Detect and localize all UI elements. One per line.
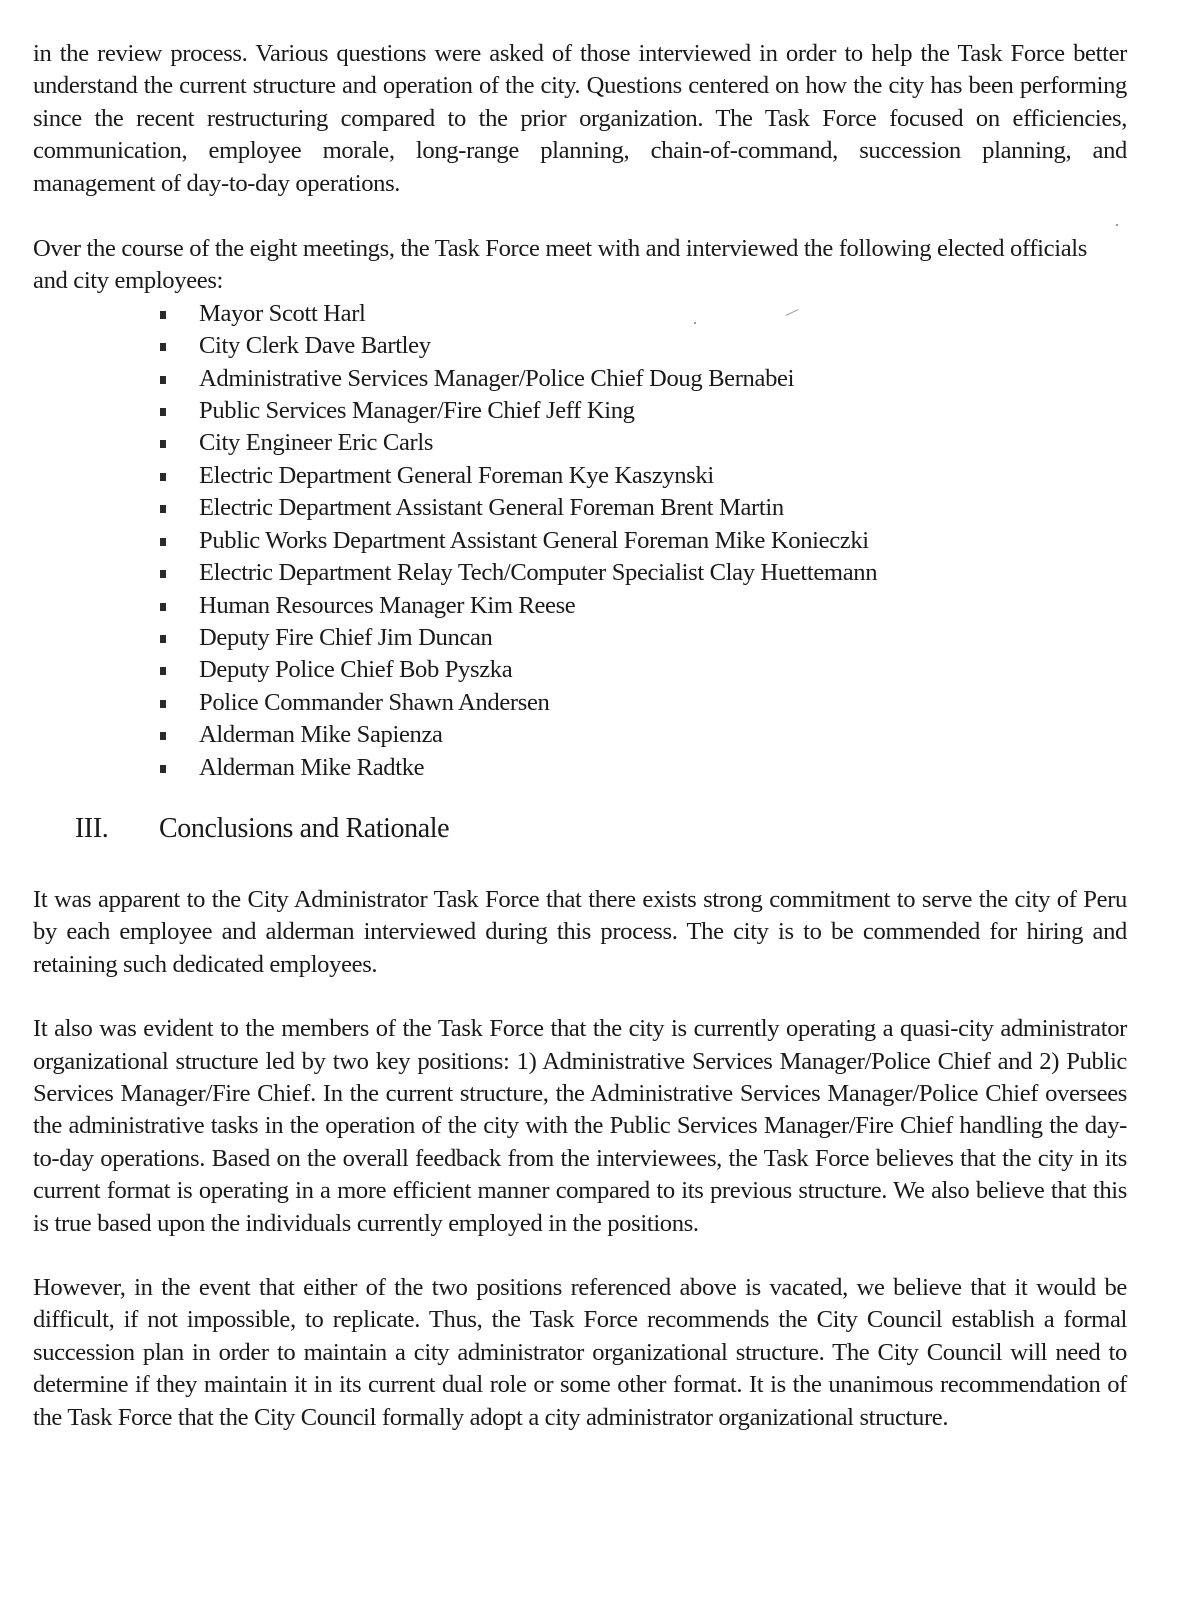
list-item: Deputy Police Chief Bob Pyszka bbox=[157, 654, 1127, 686]
square-bullet-icon bbox=[160, 376, 166, 384]
list-item: Alderman Mike Radtke bbox=[157, 752, 1127, 784]
interview-intro-paragraph: Over the course of the eight meetings, the Task Force meet with and interviewed the following elected officials and city employees: bbox=[33, 235, 1087, 295]
square-bullet-icon bbox=[160, 732, 166, 740]
section-number: III. bbox=[75, 812, 109, 844]
list-item: Public Services Manager/Fire Chief Jeff King bbox=[157, 395, 1127, 427]
section-heading bbox=[33, 811, 1127, 847]
list-item: Electric Department Assistant General Foreman Brent Martin bbox=[157, 492, 1127, 524]
scan-artifact bbox=[1116, 224, 1118, 226]
square-bullet-icon bbox=[160, 765, 166, 773]
interviewee-list bbox=[33, 298, 1127, 784]
list-item: Electric Department Relay Tech/Computer Specialist Clay Huettemann bbox=[157, 557, 1127, 589]
square-bullet-icon bbox=[160, 408, 166, 416]
list-item: Police Commander Shawn Andersen bbox=[157, 687, 1127, 719]
conclusion-paragraph: However, in the event that either of the two positions referenced above is vacated, we believe that it would be difficult, if not impossible, to replicate. Thus, the Task Force recommends the City Council establish a formal succession plan in order to maintain a city administrator organizational structure. The City Council will need to determine if they maintain it in its current dual role or some other format. It is the unanimous recommendation of the Task Force that the City Council formally adopt a city administrator organizational structure. bbox=[33, 1274, 1127, 1431]
list-item: City Engineer Eric Carls bbox=[157, 427, 1127, 459]
scan-artifact bbox=[694, 322, 696, 324]
document-page bbox=[33, 38, 1127, 1434]
square-bullet-icon bbox=[160, 667, 166, 675]
list-item: Alderman Mike Sapienza bbox=[157, 719, 1127, 751]
square-bullet-icon bbox=[160, 538, 166, 546]
list-item: City Clerk Dave Bartley bbox=[157, 330, 1127, 362]
list-item: Administrative Services Manager/Police Chief Doug Bernabei bbox=[157, 363, 1127, 395]
square-bullet-icon bbox=[160, 570, 166, 578]
square-bullet-icon bbox=[160, 473, 166, 481]
square-bullet-icon bbox=[160, 311, 166, 319]
conclusion-paragraph: It also was evident to the members of the Task Force that the city is currently operating a quasi-city administrator organizational structure led by two key positions: 1) Administrative Services Manager/Police Chief and 2) Public Services Manager/Fire Chief. In the current structure, the Administrative Services Manager/Police Chief oversees the administrative tasks in the operation of the city with the Public Services Manager/Fire Chief handling the day-to-day operations. Based on the overall feedback from the interviewees, the Task Force believes that the city in its current format is operating in a more efficient manner compared to its previous structure. We also believe that this is true based upon the individuals currently employed in the positions. bbox=[33, 1015, 1127, 1237]
square-bullet-icon bbox=[160, 505, 166, 513]
conclusion-paragraph: It was apparent to the City Administrator Task Force that there exists strong commitment to serve the city of Peru by each employee and alderman interviewed during this process. The city is to be commended for hiring and retaining such dedicated employees. bbox=[33, 885, 1127, 978]
square-bullet-icon bbox=[160, 635, 166, 643]
intro-paragraph: in the review process. Various questions were asked of those interviewed in order to help the Task Force better understand the current structure and operation of the city. Questions centered on how the city has been performing since the recent restructuring compared to the prior organization. The Task Force focused on efficiencies, communication, employee morale, long-range planning, chain-of-command, succession planning, and management of day-to-day operations. bbox=[33, 40, 1127, 197]
square-bullet-icon bbox=[160, 440, 166, 448]
list-item: Public Works Department Assistant General Foreman Mike Konieczki bbox=[157, 525, 1127, 557]
square-bullet-icon bbox=[160, 700, 166, 708]
section-title: Conclusions and Rationale bbox=[159, 812, 450, 844]
list-item: Electric Department General Foreman Kye Kaszynski bbox=[157, 460, 1127, 492]
square-bullet-icon bbox=[160, 343, 166, 351]
list-item: Mayor Scott Harl bbox=[157, 298, 1127, 330]
list-item: Deputy Fire Chief Jim Duncan bbox=[157, 622, 1127, 654]
list-item: Human Resources Manager Kim Reese bbox=[157, 590, 1127, 622]
square-bullet-icon bbox=[160, 603, 166, 611]
